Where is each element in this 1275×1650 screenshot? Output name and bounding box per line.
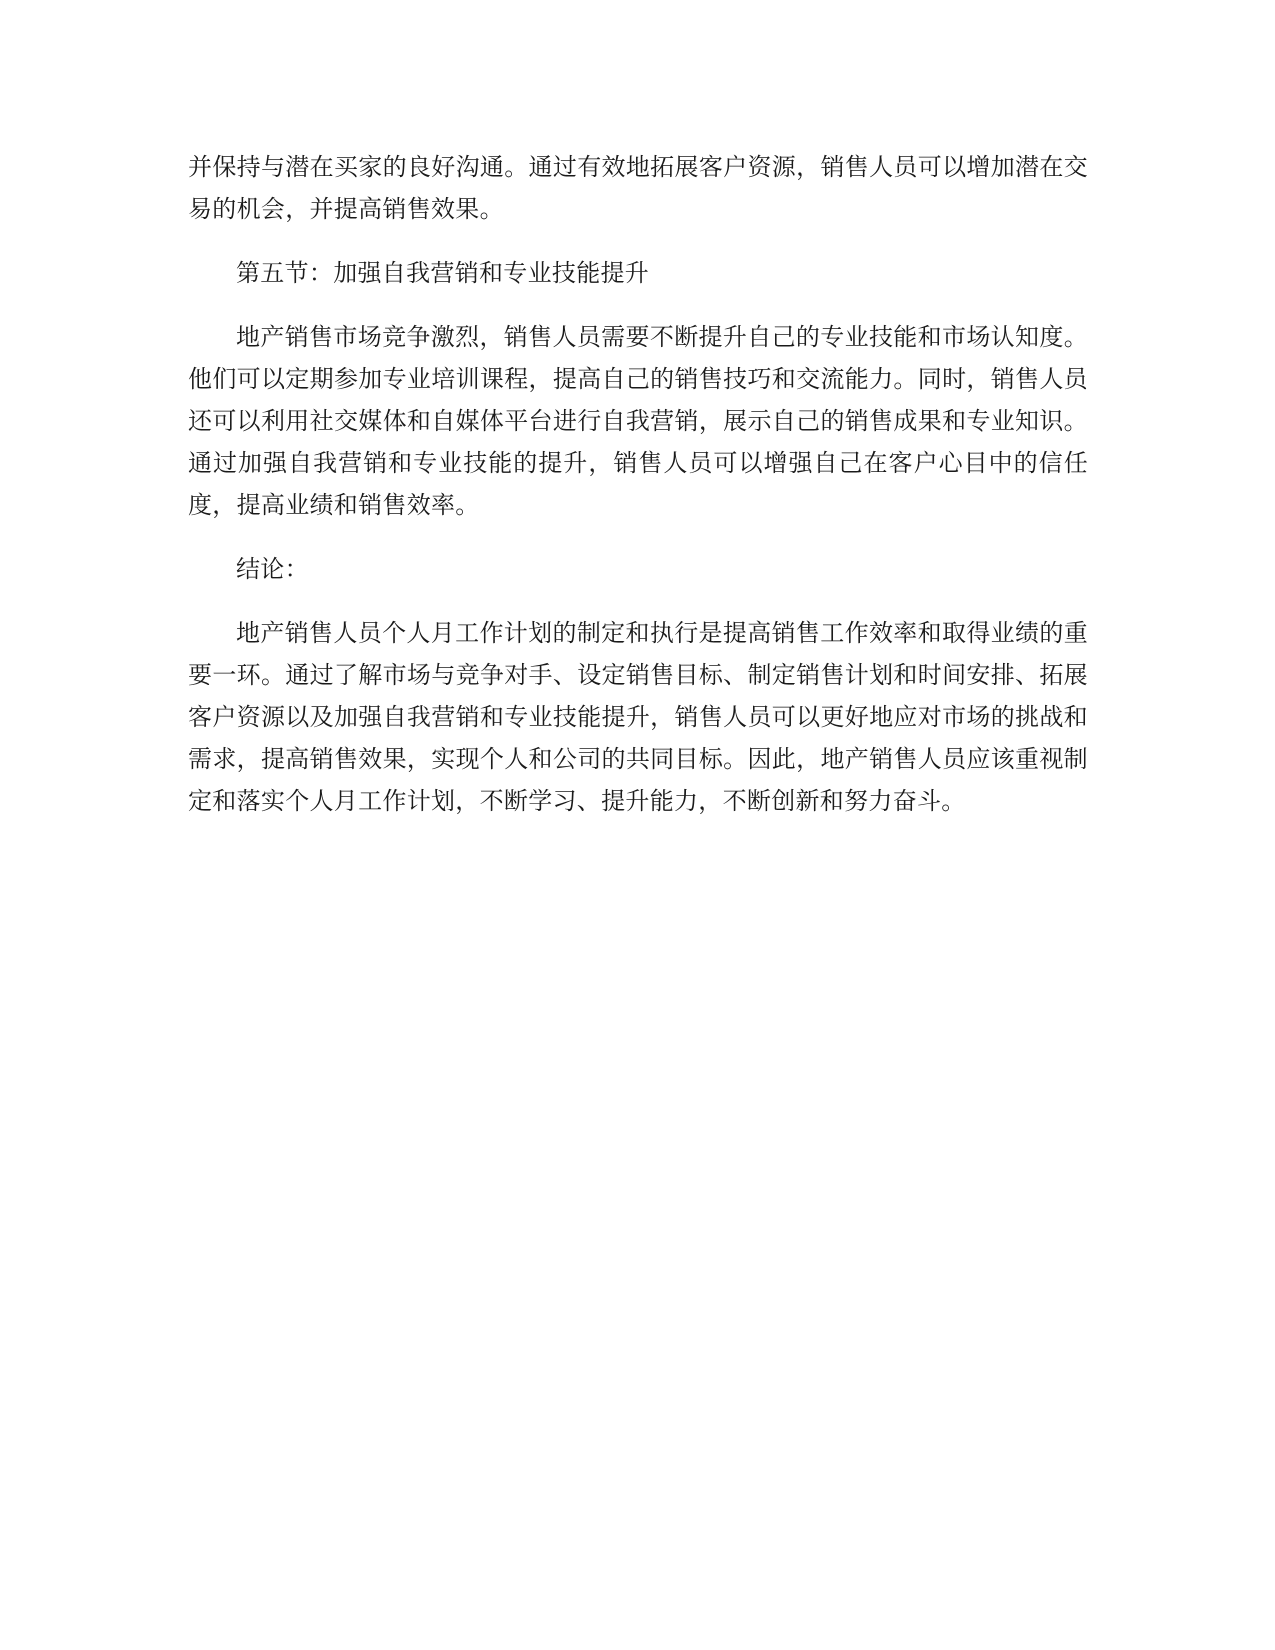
document-body [188, 146, 1088, 844]
conclusion-heading: 结论： [236, 555, 309, 583]
section-heading-five: 第五节：加强自我营销和专业技能提升 [236, 259, 650, 287]
paragraph-self-marketing: 地产销售市场竞争激烈，销售人员需要不断提升自己的专业技能和市场认知度。他们可以定期参加专业培训课程，提高自己的销售技巧和交流能力。同时，销售人员还可以利用社交媒体和自媒体平台进行自我营销，展示自己的销售成果和专业知识。通过加强自我营销和专业技能的提升，销售人员可以增强自己在客户心目中的信任度，提高业绩和销售效率。 [188, 323, 1088, 519]
paragraph-conclusion: 地产销售人员个人月工作计划的制定和执行是提高销售工作效率和取得业绩的重要一环。通过了解市场与竞争对手、设定销售目标、制定销售计划和时间安排、拓展客户资源以及加强自我营销和专业技能提升，销售人员可以更好地应对市场的挑战和需求，提高销售效果，实现个人和公司的共同目标。因此，地产销售人员应该重视制定和落实个人月工作计划，不断学习、提升能力，不断创新和努力奋斗。 [188, 619, 1088, 815]
paragraph-client-resources: 并保持与潜在买家的良好沟通。通过有效地拓展客户资源，销售人员可以增加潜在交易的机会，并提高销售效果。 [188, 153, 1088, 223]
